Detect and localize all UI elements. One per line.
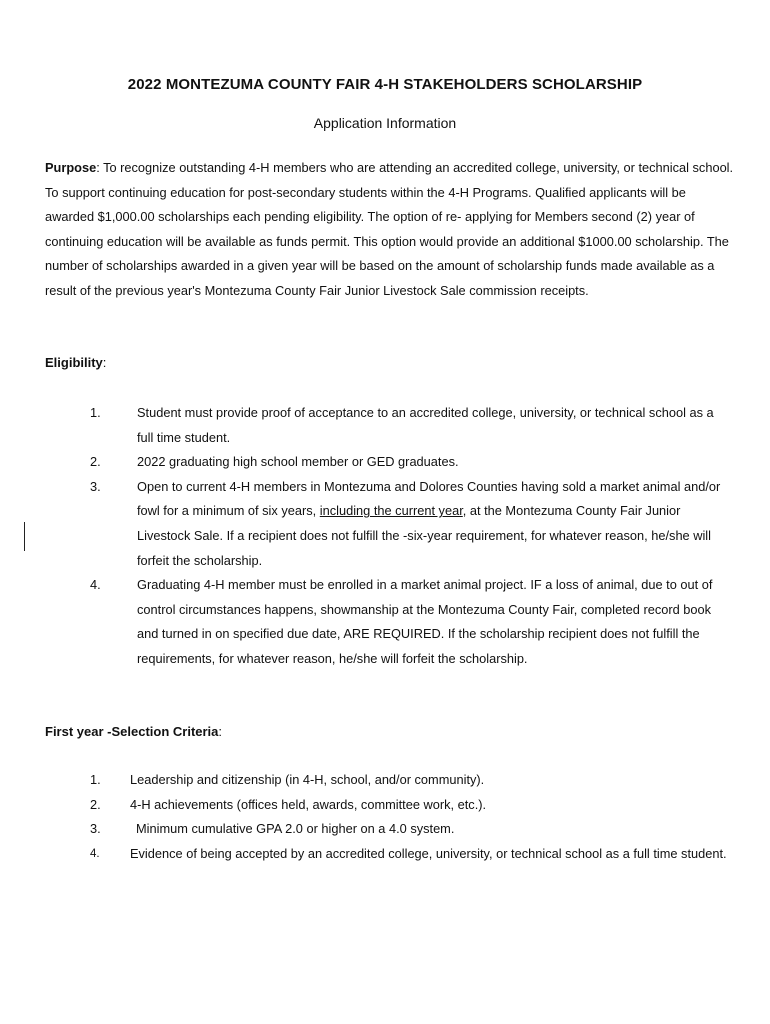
eligibility-heading-label: Eligibility — [45, 355, 103, 370]
document-title: 2022 MONTEZUMA COUNTY FAIR 4-H STAKEHOLDERS SCHOLARSHIP — [127, 76, 643, 93]
list-item — [90, 842, 730, 867]
purpose-label: Purpose — [45, 160, 97, 175]
list-item — [90, 573, 730, 671]
list-item-text: Evidence of being accepted by an accredited college, university, or technical school as a full time student. — [130, 845, 727, 861]
margin-revision-bar — [24, 522, 25, 551]
list-item-text: Student must provide proof of acceptance to an accredited college, university, or technical school as a full time student. — [137, 405, 714, 445]
selection-criteria-heading-label: First year -Selection Criteria — [45, 724, 219, 739]
underlined-phrase: including the current year — [319, 503, 463, 519]
list-item-text: Graduating 4-H member must be enrolled in a market animal project. IF a loss of animal, due to out of control circumstances happens, showmanship at the Montezuma County Fair, completed record book and turned in on specified due date, ARE REQUIRED. If the scholarship recipient does not fulfill the requirements, for whatever reason, he/she will forfeit the scholarship. — [137, 577, 713, 666]
purpose-paragraph — [45, 156, 735, 304]
list-item — [90, 401, 730, 450]
list-item — [90, 793, 730, 818]
list-item-text — [137, 475, 730, 573]
selection-criteria-heading-suffix: : — [218, 724, 223, 739]
document-subtitle: Application Information — [313, 115, 457, 131]
purpose-text: : To recognize outstanding 4-H members who are attending an accredited college, university, or technical school. To support continuing education for post-secondary students within the 4-H Programs. Qualified applicants will be awarded $1,000.00 scholarships each pending eligibility. The option of re- applying for Members second (2) year of continuing education will be available as funds permit. This option would provide an additional $1000.00 scholarship. The number of scholarships awarded in a given year will be based on the amount of scholarship funds made available as a result of the previous year's Montezuma County Fair Junior Livestock Sale commission receipts. — [45, 160, 734, 298]
eligibility-heading — [45, 355, 106, 370]
list-item-text-before: Open to current 4-H members in Montezuma and Dolores Counties having sold a market animal and/or fowl for a minimum of six years, — [137, 478, 721, 519]
list-item-text: Leadership and citizenship (in 4-H, school, and/or community). — [130, 772, 485, 787]
list-item-number: 4. — [90, 847, 100, 860]
list-item-number: 3. — [90, 821, 101, 837]
list-item-number: 1. — [90, 405, 101, 420]
selection-criteria-list — [90, 768, 730, 866]
list-item-text-after: , at the Montezuma County Fair Junior Livestock Sale. If a recipient does not fulfill the -six-year requirement, for whatever reason, he/she will forfeit the scholarship. — [137, 503, 711, 568]
list-item-number: 2. — [90, 796, 101, 812]
selection-criteria-heading — [45, 724, 222, 739]
list-item — [90, 475, 730, 573]
list-item-number: 3. — [90, 478, 101, 494]
list-item-text: 4-H achievements (offices held, awards, committee work, etc.). — [130, 796, 487, 812]
eligibility-heading-suffix: : — [102, 355, 107, 370]
list-item-text: Minimum cumulative GPA 2.0 or higher on a 4.0 system. — [136, 821, 455, 837]
eligibility-list — [90, 401, 730, 672]
list-item-text: 2022 graduating high school member or GED graduates. — [137, 454, 459, 470]
list-item-number: 1. — [90, 772, 101, 787]
list-item-number: 2. — [90, 454, 101, 470]
list-item-number: 4. — [90, 577, 101, 593]
list-item — [90, 768, 730, 793]
list-item — [90, 450, 730, 475]
list-item — [90, 817, 730, 842]
